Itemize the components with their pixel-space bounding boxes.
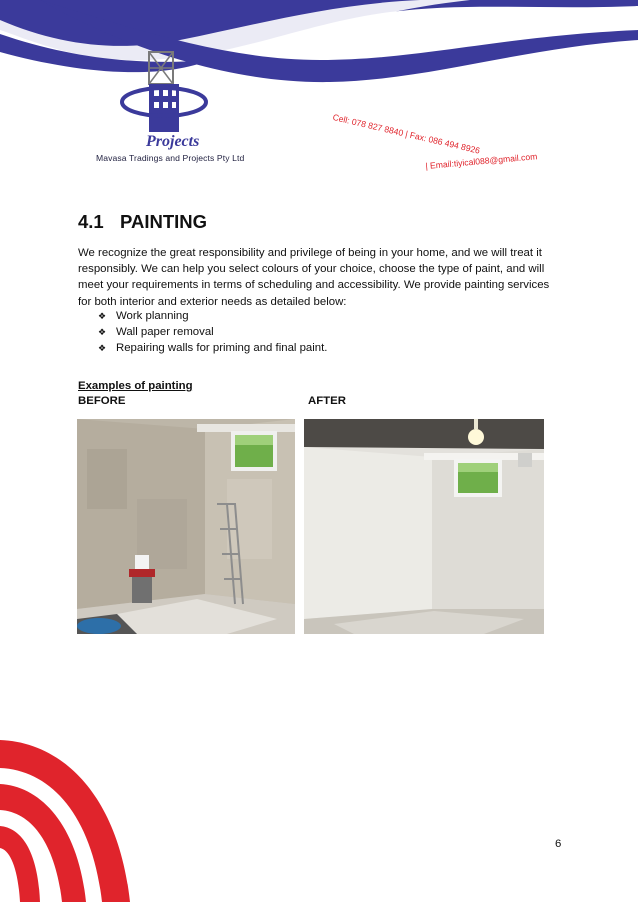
section-heading	[78, 211, 207, 233]
examples-heading: Examples of painting	[78, 380, 193, 392]
list-item	[98, 340, 327, 356]
corner-arcs-graphic	[0, 740, 140, 902]
list-item-label: Wall paper removal	[116, 326, 214, 339]
contact-phone-fax: Cell: 078 827 8840 | Fax: 086 494 8926	[331, 112, 481, 156]
before-label: BEFORE	[78, 395, 126, 407]
list-item	[98, 324, 327, 340]
list-item-label: Work planning	[116, 310, 189, 322]
contact-email: | Email:tiyical088@gmail.com	[425, 151, 538, 171]
diamond-bullet-icon: ❖	[98, 327, 107, 338]
logo-wordmark: Projects	[146, 133, 200, 150]
section-title: PAINTING	[120, 211, 208, 232]
section-number: 4.1	[78, 211, 104, 232]
diamond-bullet-icon: ❖	[98, 343, 107, 354]
diamond-bullet-icon: ❖	[98, 311, 107, 321]
page-number: 6	[555, 838, 562, 850]
company-logo	[116, 50, 216, 150]
company-name: Mavasa Tradings and Projects Pty Ltd	[96, 153, 245, 163]
before-photo	[77, 419, 295, 634]
section-paragraph: We recognize the great responsibility and privilege of being in your home, and we will treat it responsibly. We can help you select colours of your choice, choose the type of paint, and will meet your requirements in terms of scheduling and accessibility. We provide painting services for both interior and exterior needs as detailed below:	[78, 247, 550, 308]
services-list	[98, 308, 327, 357]
after-label: AFTER	[308, 395, 346, 407]
list-item-label: Repairing walls for priming and final paint.	[116, 342, 328, 355]
list-item	[98, 308, 327, 324]
header-swoosh-graphic	[0, 0, 638, 120]
after-photo	[304, 419, 544, 634]
